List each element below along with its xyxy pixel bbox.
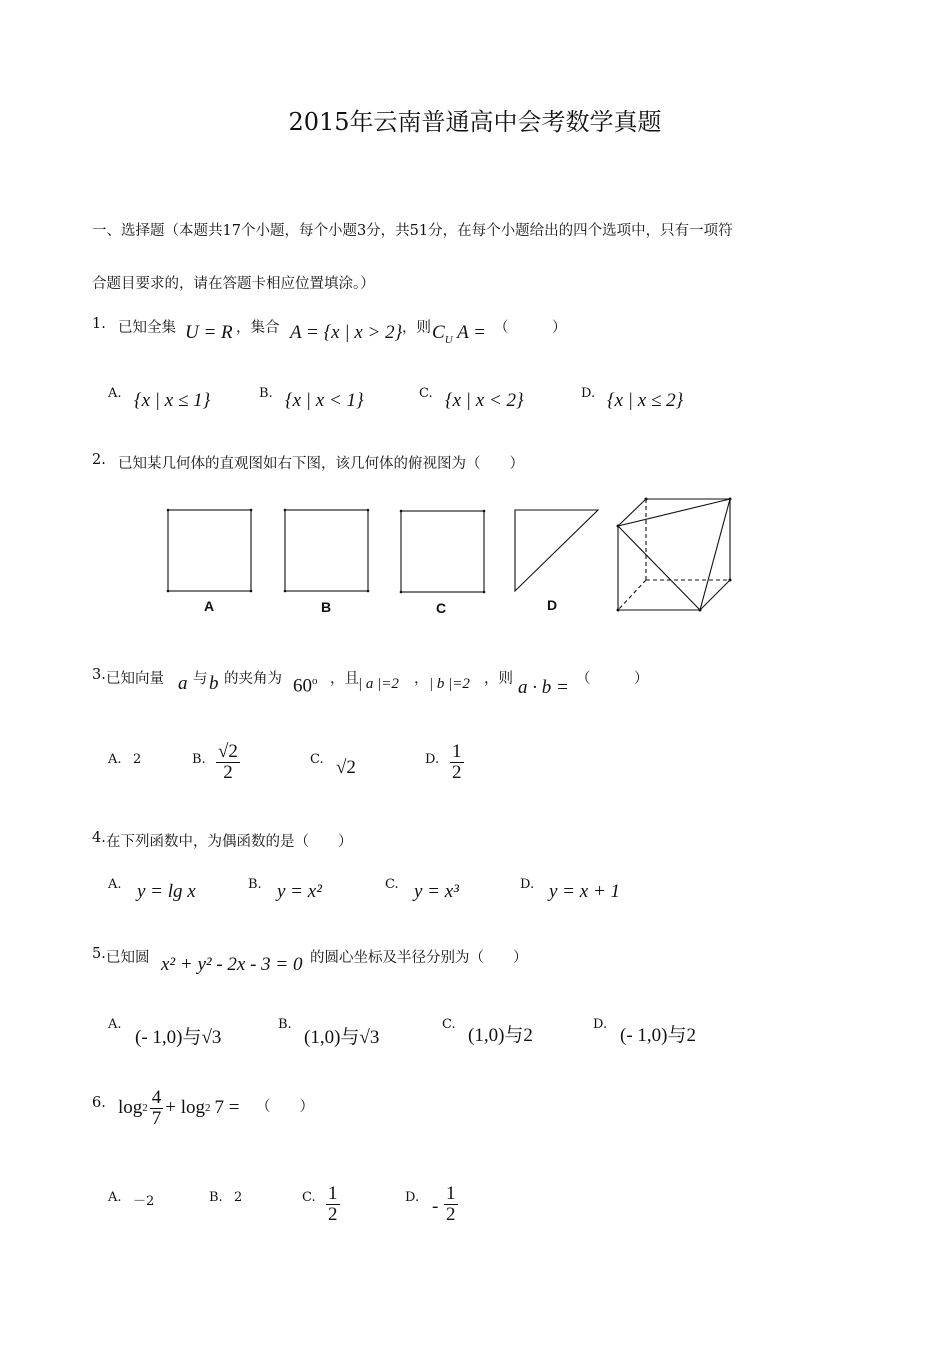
- q2-figures: [150, 490, 750, 620]
- q5-option-b-value: (1,0)与√3: [304, 1027, 380, 1048]
- q1-math-complement: $C_U$ A =: [432, 322, 486, 346]
- q6-option-d-label: D.: [405, 1190, 420, 1205]
- q1-math-set-a: A = {x | x > 2}: [290, 322, 403, 343]
- q5-option-d-value: (- 1,0)与2: [620, 1025, 696, 1046]
- q6-option-c-label: C.: [302, 1190, 316, 1205]
- q4-option-d-value: y = x + 1: [549, 881, 621, 902]
- q3-option-d-fraction: $\frac{1}{2}$: [452, 741, 462, 783]
- q2-solid-cube: [618, 499, 730, 610]
- q3-answer-paren: （ ）: [576, 671, 649, 687]
- q1-option-a-label: A.: [108, 386, 122, 401]
- section-intro-line1: 一、选择题（本题共17个小题，每个小题3分，共51分，在每个小题给出的四个选项中，只有一项符: [92, 223, 733, 239]
- q4-option-d-label: D.: [520, 877, 535, 892]
- q2-label-b: B: [321, 599, 332, 615]
- q5-math-circle: x² + y² - 2x - 3 = 0: [161, 954, 303, 975]
- q4-option-b-label: B.: [248, 877, 262, 892]
- q6-option-b-label: B.: [209, 1190, 223, 1205]
- q6-math-expression: log 2 $\frac{4}{7}$ + log 2 7 =: [118, 1087, 240, 1129]
- q6-answer-paren: （ ）: [256, 1099, 314, 1115]
- q4-number: 4.: [92, 830, 106, 846]
- q1-option-c-value: {x | x < 2}: [445, 390, 524, 411]
- q3-math-norm-b: | b |=2: [429, 676, 470, 692]
- q6-option-b-value: 2: [234, 1190, 243, 1205]
- q6-option-a-label: A.: [108, 1190, 122, 1205]
- q1-math-universal-set: U = R: [185, 322, 233, 343]
- q5-text-a: 已知圆: [106, 950, 150, 966]
- q3-text-f: ，则: [484, 671, 513, 687]
- q3-option-b-label: B.: [192, 752, 206, 767]
- q1-answer-paren: （ ）: [494, 320, 567, 336]
- q3-option-c-value: √2: [336, 757, 356, 778]
- q5-option-a-label: A.: [108, 1017, 122, 1032]
- q6-option-d-fraction: $\frac{1}{2}$: [446, 1183, 456, 1225]
- q2-view-a-square: [168, 510, 251, 591]
- page-title: 2015年云南普通高中会考数学真题: [288, 108, 662, 136]
- q6-number: 6.: [92, 1095, 106, 1111]
- q4-option-a-label: A.: [108, 877, 122, 892]
- q3-option-a-label: A.: [108, 752, 122, 767]
- q4-text: 在下列函数中，为偶函数的是（ ）: [106, 834, 353, 850]
- q2-label-a: A: [204, 598, 215, 614]
- q2-label-c: C: [436, 600, 447, 616]
- q3-math-vector-a: a: [178, 673, 188, 694]
- q2-view-b-square: [285, 510, 368, 591]
- q2-text: 已知某几何体的直观图如右下图，该几何体的俯视图为（ ）: [118, 456, 524, 472]
- q3-number: 3.: [92, 667, 106, 683]
- q1-text-b: ，集合: [236, 320, 280, 336]
- q1-text-c: ，则: [402, 320, 431, 336]
- q4-option-c-label: C.: [385, 877, 399, 892]
- q5-option-c-label: C.: [442, 1017, 456, 1032]
- q2-label-d: D: [547, 597, 558, 613]
- q2-number: 2.: [92, 452, 106, 468]
- q4-option-a-value: y = lg x: [137, 881, 196, 902]
- q3-text-a: 已知向量: [106, 671, 164, 687]
- q3-option-b-fraction: $\frac{√2}{2}$: [218, 741, 238, 783]
- q3-math-norm-a: | a |=2: [358, 676, 399, 692]
- q3-text-b: 与: [193, 671, 208, 687]
- q5-text-b: 的圆心坐标及半径分别为（ ）: [310, 950, 528, 966]
- q5-option-b-label: B.: [278, 1017, 292, 1032]
- q3-option-d-label: D.: [425, 752, 440, 767]
- section-intro-line2: 合题目要求的，请在答题卡相应位置填涂。）: [92, 276, 375, 292]
- q2-view-d-triangle: [515, 510, 598, 591]
- q1-option-d-value: {x | x ≤ 2}: [607, 390, 684, 411]
- q4-option-b-value: y = x²: [277, 881, 322, 902]
- q6-option-d-sign: -: [432, 1196, 439, 1217]
- q5-number: 5.: [92, 946, 106, 962]
- q1-option-b-value: {x | x < 1}: [285, 390, 364, 411]
- q1-option-a-value: {x | x ≤ 1}: [134, 390, 211, 411]
- q1-text-a: 已知全集: [118, 320, 176, 336]
- q5-option-d-label: D.: [593, 1017, 608, 1032]
- q4-option-c-value: y = x³: [414, 881, 459, 902]
- q1-option-d-label: D.: [581, 386, 596, 401]
- q5-option-c-value: (1,0)与2: [468, 1025, 533, 1046]
- q3-option-c-label: C.: [310, 752, 324, 767]
- q1-option-b-label: B.: [259, 386, 273, 401]
- q1-number: 1.: [92, 316, 106, 332]
- q3-text-c: 的夹角为: [224, 671, 282, 687]
- q2-view-c-square: [401, 511, 484, 592]
- q6-option-c-fraction: $\frac{1}{2}$: [328, 1183, 338, 1225]
- q3-text-d: ，且: [330, 671, 359, 687]
- q3-math-dot-product: a · b =: [518, 677, 569, 698]
- q3-option-a-value: 2: [133, 752, 142, 767]
- q3-text-e: ，: [414, 671, 429, 687]
- q1-option-c-label: C.: [419, 386, 433, 401]
- q5-option-a-value: (- 1,0)与√3: [135, 1027, 222, 1048]
- q3-math-angle: 60$^o$: [293, 675, 318, 697]
- q6-option-a-value: －2: [133, 1194, 155, 1209]
- q3-math-vector-b: b: [209, 673, 219, 694]
